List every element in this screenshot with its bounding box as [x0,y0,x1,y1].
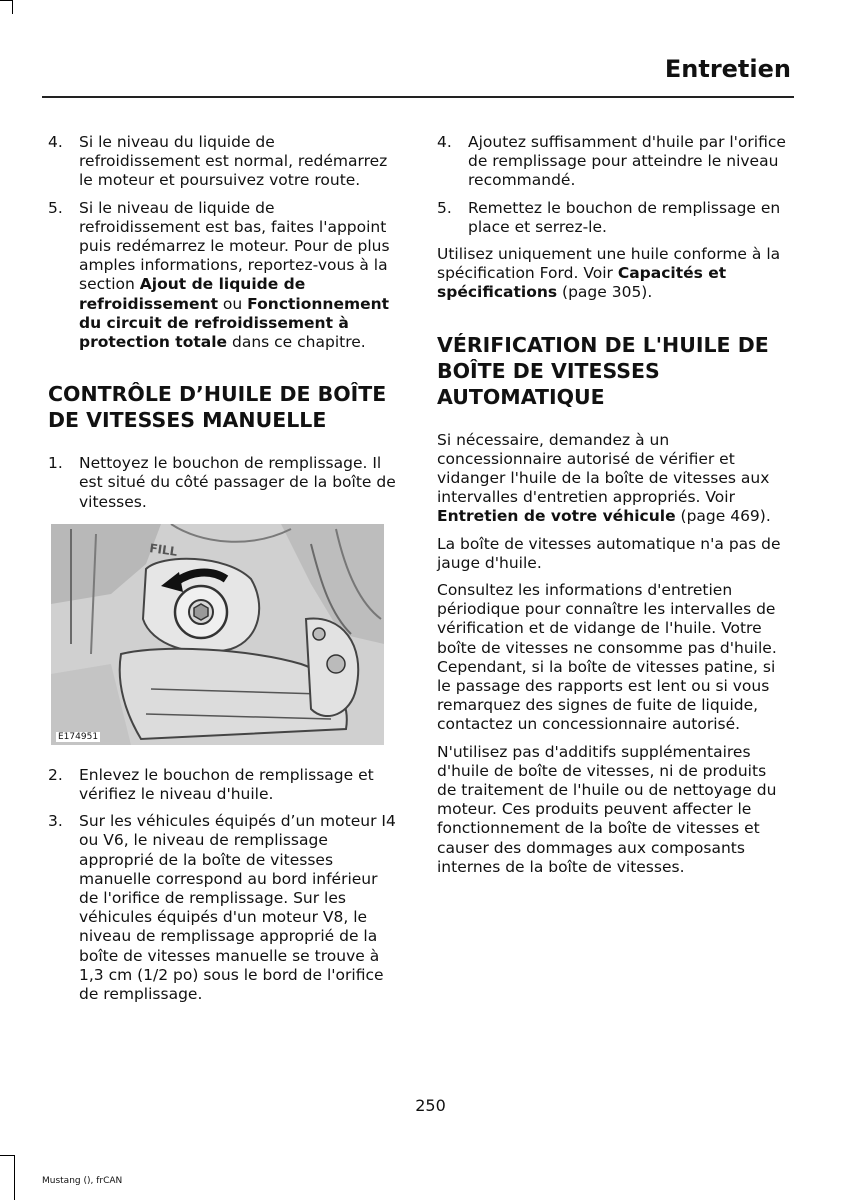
paragraph: N'utilisez pas d'additifs supplémentaires d'huile de boîte de vitesses, ni de produits de traitement de l'huile ou de nettoyage du moteur. Ces produits peuvent affecter le fonctionnement de la boîte de vitesses et causer des dommages aux composants internes de la boîte de vitesses. [437,742,777,876]
item-text: Si le niveau du liquide de refroidissement est normal, redémarrez le moteur et poursuivez votre route. [79,133,388,190]
fill-plug-illustration [51,524,384,745]
fill-cast-label: FILL [148,540,179,559]
crop-mark [0,0,12,1]
item-text: Nettoyez le bouchon de remplissage. Il est situé du côté passager de la boîte de vitesses. [79,454,396,511]
item-number: 3. [48,812,63,831]
list-item [48,454,400,512]
paragraph-text: Utilisez uniquement une huile conforme à la spécification Ford. Voir [437,245,781,283]
page-title: Entretien [664,55,791,83]
cross-reference: Capacités et spécifications [437,264,727,302]
section-heading: CONTRÔLE D’HUILE DE BOÎTE DE VITESSES MANUELLE [48,382,387,433]
document-label: Mustang (), frCAN [42,1176,123,1186]
crop-mark [0,1155,14,1156]
cross-reference: Ajout de liquide de refroidissement [79,275,306,313]
header-rule [42,96,794,98]
item-text: Ajoutez suffisamment d'huile par l'orifice de remplissage pour atteindre le niveau recommandé. [468,133,786,190]
list-item [437,199,787,237]
item-text: ou [218,294,248,313]
item-text: Si le niveau de liquide de refroidissement est bas, faites l'appoint puis redémarrez le moteur. Pour de plus amples informations, reportez-vous à la section [79,198,390,294]
list-item [48,199,400,353]
list-item [48,133,400,191]
item-number: 5. [48,198,63,217]
paragraph [437,431,787,527]
list-item [437,133,787,191]
crop-mark [14,1155,15,1200]
list-item [48,812,400,1004]
list-item [48,766,400,804]
right-column [437,133,787,885]
figure-code: E174951 [58,731,99,742]
item-number: 5. [437,198,452,217]
page-number: 250 [415,1096,446,1115]
paragraph-text: (page 305). [557,283,653,302]
item-number: 4. [48,133,63,151]
section-heading: VÉRIFICATION DE L'HUILE DE BOÎTE DE VITESSES AUTOMATIQUE [437,332,769,409]
item-number: 4. [437,133,452,151]
crop-mark [12,0,13,14]
item-text: Enlevez le bouchon de remplissage et vérifiez le niveau d'huile. [79,765,374,804]
cross-reference: Fonctionnement du circuit de refroidissement à protection totale [79,294,390,352]
item-number: 1. [48,454,63,473]
cross-reference: Entretien de votre véhicule [437,507,676,526]
item-text: Sur les véhicules équipés d’un moteur I4 ou V6, le niveau de remplissage approprié de la boîte de vitesses manuelle correspond au bord inférieur de l'orifice de remplissage. Sur les véhicules équipés d'un moteur V8, le niveau de remplissage approprié de la boîte de vitesses manuelle se trouve à 1,3 cm (1/2 po) sous le bord de l'orifice de remplissage. [79,812,396,1004]
paragraph: La boîte de vitesses automatique n'a pas de jauge d'huile. [437,534,781,572]
left-column [48,133,400,1012]
item-text: Remettez le bouchon de remplissage en place et serrez-le. [468,198,781,236]
paragraph-text: (page 469). [675,507,771,526]
paragraph-text: Si nécessaire, demandez à un concessionnaire autorisé de vérifier et vidanger l'huile de la boîte de vitesses aux intervalles d'entretien appropriés. Voir [437,430,770,507]
paragraph [437,245,787,303]
transmission-drawing [51,524,384,745]
item-number: 2. [48,765,63,784]
paragraph: Consultez les informations d'entretien périodique pour connaître les intervalles de vérification et de vidange de l'huile. Votre boîte de vitesses ne consomme pas d'huile. Cependant, si la boîte de vitesses patine, si le passage des rapports est lent ou si vous remarquez des signes de fuite de liquide, contactez un concessionnaire autorisé. [437,581,777,734]
item-text: dans ce chapitre. [227,333,366,352]
